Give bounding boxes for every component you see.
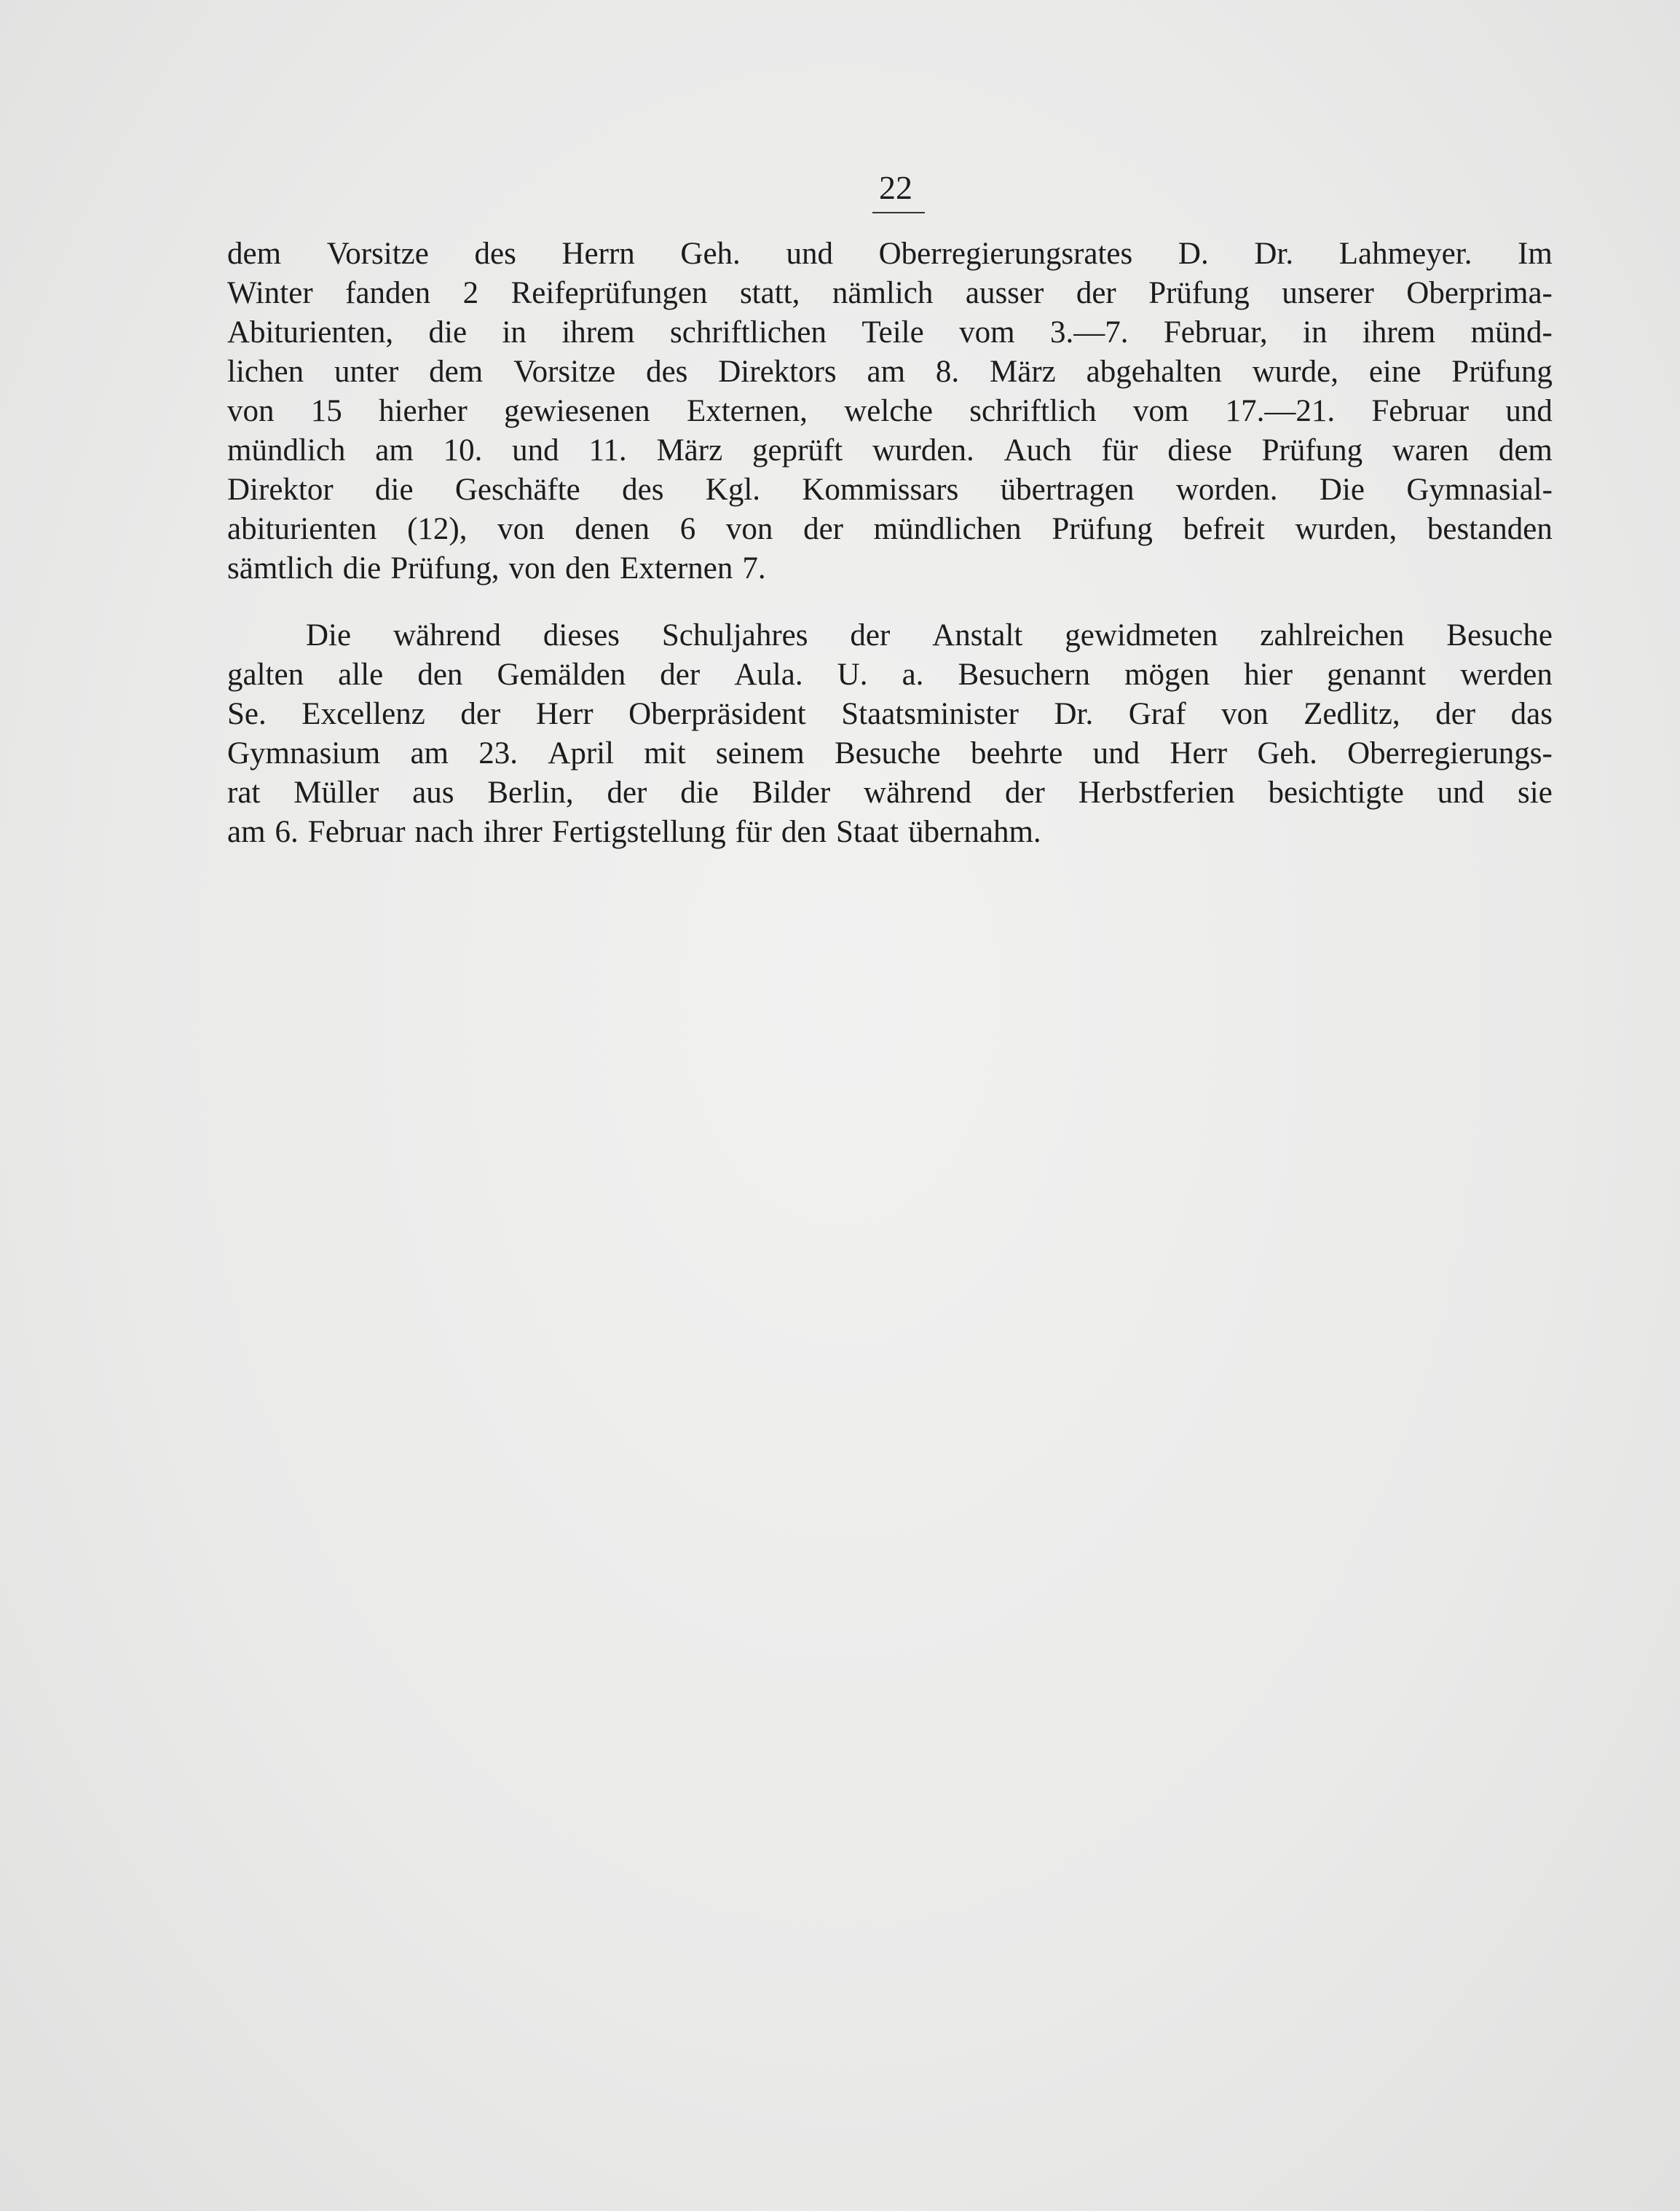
text-line bbox=[227, 313, 1553, 352]
word: Kgl. bbox=[705, 473, 761, 507]
word: Reifeprüfungen bbox=[510, 276, 708, 310]
word: Externen bbox=[620, 551, 733, 586]
word: Externen, bbox=[686, 394, 808, 428]
word: während bbox=[864, 776, 972, 810]
word: Müller bbox=[293, 776, 379, 810]
word: am bbox=[867, 355, 906, 389]
word: besichtigte bbox=[1268, 776, 1404, 810]
word: und bbox=[1092, 736, 1140, 770]
page-number: 22 bbox=[879, 169, 912, 206]
word: Teile bbox=[861, 315, 924, 350]
text-line bbox=[227, 234, 1553, 274]
word: Die bbox=[1319, 473, 1365, 507]
word: am bbox=[227, 815, 266, 849]
word: der bbox=[1076, 276, 1116, 310]
word: von bbox=[725, 512, 773, 546]
word: Fertigstellung bbox=[551, 815, 726, 849]
word: werden bbox=[1460, 658, 1553, 692]
word: gewiesenen bbox=[504, 394, 650, 428]
word: genannt bbox=[1327, 658, 1427, 692]
word: und bbox=[1437, 776, 1485, 810]
word: dieses bbox=[543, 618, 620, 653]
word: übernahm. bbox=[907, 815, 1041, 849]
word: fanden bbox=[345, 276, 431, 310]
word: Prüfung bbox=[1451, 355, 1553, 389]
word: (12), bbox=[407, 512, 468, 546]
word: Staatsminister bbox=[841, 697, 1019, 731]
word: von bbox=[1221, 697, 1269, 731]
word: nach bbox=[414, 815, 474, 849]
text-line bbox=[227, 274, 1553, 313]
word: wurden. bbox=[872, 433, 974, 468]
word: von bbox=[497, 512, 545, 546]
text-line bbox=[227, 695, 1553, 734]
word: Herr bbox=[1170, 736, 1228, 770]
word: Staat bbox=[835, 815, 899, 849]
paragraph-1 bbox=[227, 234, 1553, 588]
word: Prüfung bbox=[1261, 433, 1363, 468]
word: dem bbox=[429, 355, 484, 389]
word: den bbox=[781, 815, 827, 849]
word: und bbox=[786, 237, 833, 271]
word: März bbox=[990, 355, 1056, 389]
word: des bbox=[646, 355, 688, 389]
word: der bbox=[1435, 697, 1476, 731]
word: 8. bbox=[935, 355, 960, 389]
word: vom bbox=[1132, 394, 1189, 428]
word: Vorsitze bbox=[513, 355, 616, 389]
word: Im bbox=[1518, 237, 1553, 271]
word: eine bbox=[1368, 355, 1421, 389]
word: Herrn bbox=[561, 237, 635, 271]
word: Kommissars bbox=[802, 473, 959, 507]
word: mit bbox=[644, 736, 686, 770]
word: mündlichen bbox=[873, 512, 1022, 546]
word: abiturienten bbox=[227, 512, 377, 546]
word: lichen bbox=[227, 355, 304, 389]
word: Herbstferien bbox=[1078, 776, 1235, 810]
word: für bbox=[1101, 433, 1138, 468]
word: 6 bbox=[679, 512, 696, 546]
text-line bbox=[227, 392, 1553, 431]
text-line bbox=[227, 431, 1553, 470]
word: nämlich bbox=[832, 276, 934, 310]
word: schriftlichen bbox=[670, 315, 827, 350]
word: Oberregierungs- bbox=[1347, 736, 1553, 770]
word: in bbox=[1303, 315, 1328, 350]
page-number-rule bbox=[872, 212, 925, 213]
word: ihrem bbox=[561, 315, 635, 350]
word: des bbox=[474, 237, 516, 271]
word: die bbox=[680, 776, 719, 810]
word: 15 bbox=[310, 394, 342, 428]
word: Graf bbox=[1128, 697, 1186, 731]
word: Excellenz bbox=[301, 697, 425, 731]
word: den bbox=[565, 551, 611, 586]
word: Februar, bbox=[1163, 315, 1268, 350]
word: 7. bbox=[742, 551, 766, 586]
word: übertragen bbox=[1000, 473, 1135, 507]
word: vom bbox=[959, 315, 1015, 350]
word: Lahmeyer. bbox=[1338, 237, 1472, 271]
word: Besuche bbox=[1446, 618, 1553, 653]
word: Februar bbox=[307, 815, 406, 849]
word: am bbox=[410, 736, 449, 770]
word: der bbox=[1004, 776, 1045, 810]
word: diese bbox=[1167, 433, 1232, 468]
word: Winter bbox=[227, 276, 313, 310]
word: Geh. bbox=[680, 237, 741, 271]
word: bestanden bbox=[1427, 512, 1553, 546]
word: U. bbox=[837, 658, 868, 692]
word: Abiturienten, bbox=[227, 315, 394, 350]
word: der bbox=[460, 697, 501, 731]
word: während bbox=[393, 618, 502, 653]
word: sämtlich bbox=[227, 551, 334, 586]
word: D. bbox=[1178, 237, 1209, 271]
word: Besuchern bbox=[958, 658, 1090, 692]
word: 6. bbox=[275, 815, 299, 849]
word: denen bbox=[575, 512, 650, 546]
word: mögen bbox=[1124, 658, 1210, 692]
word: von bbox=[227, 394, 275, 428]
word: hier bbox=[1244, 658, 1293, 692]
word: statt, bbox=[739, 276, 800, 310]
word: ihrer bbox=[483, 815, 543, 849]
word: wurde, bbox=[1252, 355, 1338, 389]
word: seinem bbox=[715, 736, 805, 770]
text-line bbox=[227, 510, 1553, 549]
word: a. bbox=[902, 658, 924, 692]
word: mündlich bbox=[227, 433, 346, 468]
word: Die bbox=[306, 618, 352, 653]
word: Dr. bbox=[1254, 237, 1294, 271]
word: galten bbox=[227, 658, 304, 692]
word: aus bbox=[412, 776, 454, 810]
word: 2 bbox=[462, 276, 479, 310]
word: wurden, bbox=[1295, 512, 1397, 546]
word: Prüfung bbox=[1052, 512, 1153, 546]
text-line bbox=[227, 813, 1553, 852]
word: gewidmeten bbox=[1065, 618, 1218, 653]
word: Gemälden bbox=[497, 658, 626, 692]
word: die bbox=[342, 551, 382, 586]
word: dem bbox=[1498, 433, 1553, 468]
word: und bbox=[1505, 394, 1553, 428]
text-line bbox=[227, 734, 1553, 773]
word: Bilder bbox=[752, 776, 831, 810]
word: Vorsitze bbox=[326, 237, 429, 271]
word: beehrte bbox=[970, 736, 1063, 770]
word: 10. bbox=[443, 433, 483, 468]
word: Geschäfte bbox=[454, 473, 580, 507]
word: Zedlitz, bbox=[1304, 697, 1400, 731]
word: Gymnasial- bbox=[1406, 473, 1553, 507]
word: von bbox=[508, 551, 556, 586]
word: ihrem bbox=[1362, 315, 1436, 350]
text-line bbox=[227, 655, 1553, 695]
word: 23. bbox=[478, 736, 518, 770]
word: unter bbox=[334, 355, 399, 389]
word: Dr. bbox=[1054, 697, 1094, 731]
word: die bbox=[428, 315, 468, 350]
word: den bbox=[417, 658, 463, 692]
word: die bbox=[375, 473, 414, 507]
word: geprüft bbox=[752, 433, 843, 468]
word: ausser bbox=[965, 276, 1044, 310]
word: April bbox=[548, 736, 615, 770]
word: zahlreichen bbox=[1260, 618, 1405, 653]
text-line bbox=[227, 616, 1553, 655]
word: Se. bbox=[227, 697, 267, 731]
text-line bbox=[227, 773, 1553, 813]
word: Februar bbox=[1371, 394, 1470, 428]
word: Besuche bbox=[834, 736, 941, 770]
word: Prüfung, bbox=[390, 551, 500, 586]
word: Oberregierungsrates bbox=[878, 237, 1133, 271]
word: 11. bbox=[588, 433, 627, 468]
word: abgehalten bbox=[1086, 355, 1222, 389]
word: Auch bbox=[1003, 433, 1072, 468]
word: worden. bbox=[1175, 473, 1278, 507]
word: sie bbox=[1518, 776, 1553, 810]
word: März bbox=[656, 433, 723, 468]
word: Prüfung bbox=[1148, 276, 1250, 310]
word: Anstalt bbox=[932, 618, 1023, 653]
paragraph-2 bbox=[227, 616, 1553, 852]
word: in bbox=[502, 315, 527, 350]
word: Gymnasium bbox=[227, 736, 381, 770]
word: 3.—7. bbox=[1049, 315, 1129, 350]
word: am bbox=[375, 433, 414, 468]
word: waren bbox=[1392, 433, 1470, 468]
text-line bbox=[227, 470, 1553, 510]
word: Oberprima- bbox=[1406, 276, 1553, 310]
word: Herr bbox=[535, 697, 593, 731]
word: welche bbox=[844, 394, 933, 428]
word: Oberpräsident bbox=[628, 697, 806, 731]
word: das bbox=[1510, 697, 1553, 731]
word: rat bbox=[227, 776, 261, 810]
word: Aula. bbox=[734, 658, 803, 692]
word: schriftlich bbox=[969, 394, 1097, 428]
word: und bbox=[512, 433, 559, 468]
word: der bbox=[803, 512, 843, 546]
text-line bbox=[227, 549, 1553, 588]
text-line bbox=[227, 352, 1553, 392]
word: 17.—21. bbox=[1225, 394, 1336, 428]
word: der bbox=[660, 658, 701, 692]
word: alle bbox=[338, 658, 384, 692]
word: für bbox=[735, 815, 772, 849]
word: Berlin, bbox=[487, 776, 574, 810]
word: münd- bbox=[1470, 315, 1553, 350]
word: Geh. bbox=[1257, 736, 1317, 770]
word: Schuljahres bbox=[661, 618, 808, 653]
word: befreit bbox=[1183, 512, 1265, 546]
word: der bbox=[850, 618, 891, 653]
word: Direktor bbox=[227, 473, 334, 507]
word: hierher bbox=[379, 394, 468, 428]
word: unserer bbox=[1282, 276, 1374, 310]
word: dem bbox=[227, 237, 282, 271]
word: Direktors bbox=[718, 355, 837, 389]
word: des bbox=[622, 473, 664, 507]
word: der bbox=[607, 776, 647, 810]
